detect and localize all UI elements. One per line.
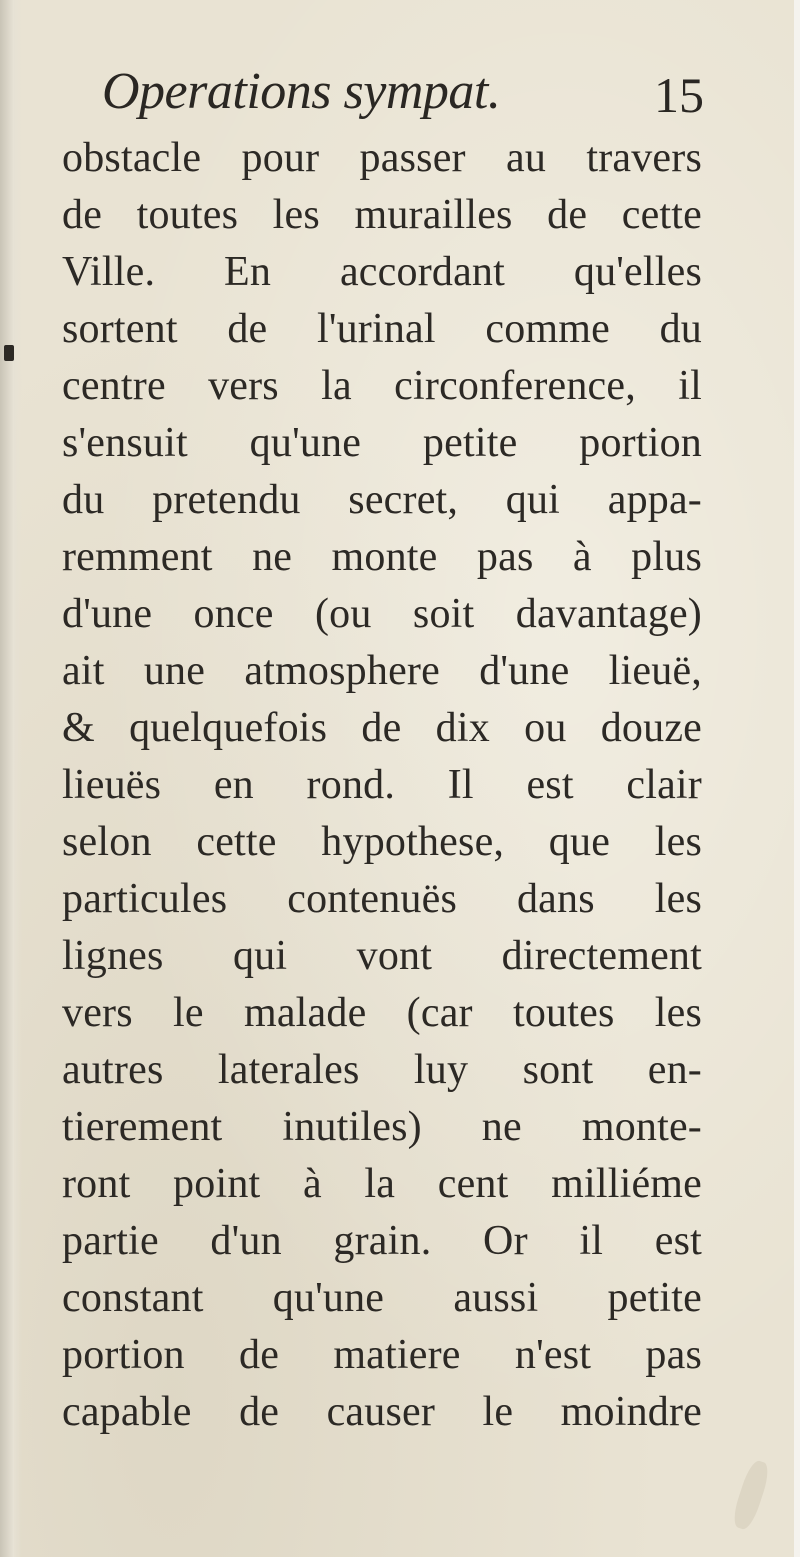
text-line: remment ne monte pas à plus <box>62 534 702 580</box>
text-line: autres laterales luy sont en- <box>62 1047 702 1093</box>
margin-mark <box>4 345 14 361</box>
text-line: lieuës en rond. Il est clair <box>62 762 702 808</box>
running-title: Operations sympat. <box>102 63 501 120</box>
binding-shadow <box>0 0 22 1557</box>
body-text <box>62 130 702 1441</box>
text-line: d'une once (ou soit davantage) <box>62 591 702 637</box>
text-line: obstacle pour passer au travers <box>62 135 702 181</box>
text-line: centre vers la circonference, il <box>62 363 702 409</box>
text-line: sortent de l'urinal comme du <box>62 306 702 352</box>
text-line: portion de matiere n'est pas <box>62 1332 702 1378</box>
page-edge <box>794 0 800 1557</box>
text-line: constant qu'une aussi petite <box>62 1275 702 1321</box>
text-line: partie d'un grain. Or il est <box>62 1218 702 1264</box>
text-line: tierement inutiles) ne monte- <box>62 1104 702 1150</box>
text-line: capable de causer le moindre <box>62 1389 702 1435</box>
text-line: ait une atmosphere d'une lieuë, <box>62 648 702 694</box>
book-page <box>14 0 800 1557</box>
text-line: du pretendu secret, qui appa- <box>62 477 702 523</box>
text-line: ront point à la cent milliéme <box>62 1161 702 1207</box>
text-line: s'ensuit qu'une petite portion <box>62 420 702 466</box>
paper-stain <box>730 1458 773 1531</box>
text-line: lignes qui vont directement <box>62 933 702 979</box>
text-line: Ville. En accordant qu'elles <box>62 249 702 295</box>
page-number: 15 <box>654 67 704 123</box>
text-line: & quelquefois de dix ou douze <box>62 705 702 751</box>
text-line: de toutes les murailles de cette <box>62 192 702 238</box>
text-line: particules contenuës dans les <box>62 876 702 922</box>
text-line: selon cette hypothese, que les <box>62 819 702 865</box>
text-line: vers le malade (car toutes les <box>62 990 702 1036</box>
